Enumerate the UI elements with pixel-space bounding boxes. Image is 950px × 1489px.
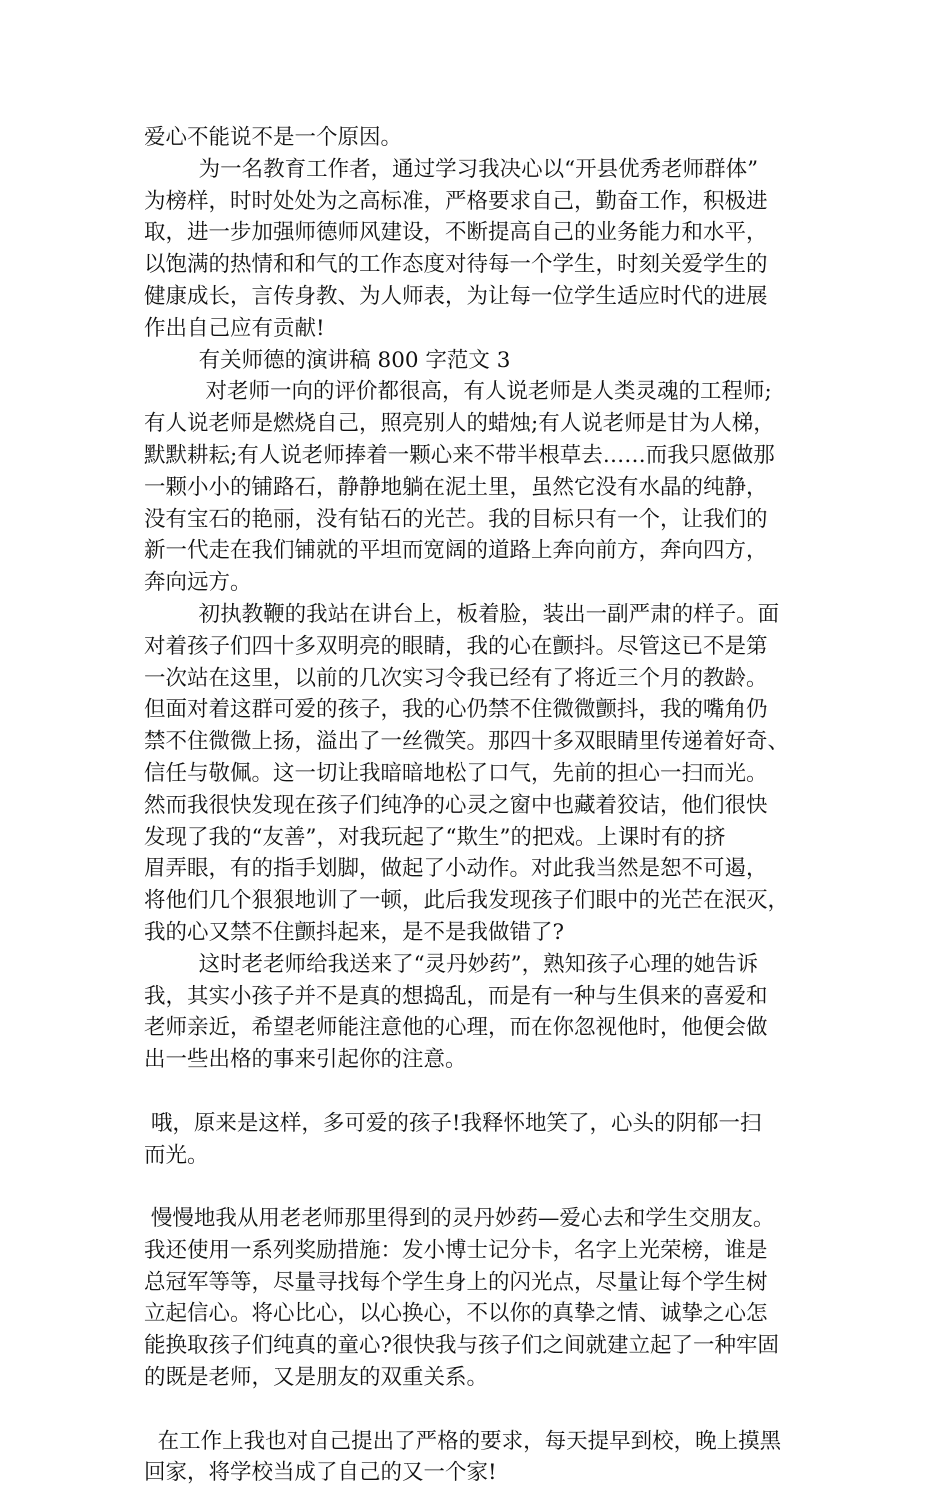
- text-line: 一次站在这里，以前的几次实习令我已经有了将近三个月的教龄。: [144, 665, 768, 691]
- text-line: 总冠军等等，尽量寻找每个学生身上的闪光点，尽量让每个学生树: [144, 1269, 768, 1295]
- text-line: 对老师一向的评价都很高，有人说老师是人类灵魂的工程师;: [144, 379, 772, 405]
- text-line: 回家，将学校当成了自己的又一个家!: [144, 1460, 497, 1486]
- text-line: 奔向远方。: [144, 570, 252, 596]
- text-line: 能换取孩子们纯真的童心?很快我与孩子们之间就建立起了一种牢固: [144, 1333, 780, 1359]
- text-line: 老师亲近，希望老师能注意他的心理，而在你忽视他时，他便会做: [144, 1015, 768, 1041]
- text-line: 健康成长，言传身教、为人师表，为让每一位学生适应时代的进展: [144, 283, 768, 309]
- blank-line: [144, 1394, 816, 1426]
- text-line: 我，其实小孩子并不是真的想捣乱，而是有一种与生俱来的喜爱和: [144, 983, 768, 1009]
- text-line: 将他们几个狠狠地训了一顿，此后我发现孩子们眼中的光芒在泯灭，: [144, 888, 790, 914]
- text-line: 但面对着这群可爱的孩子，我的心仍禁不住微微颤抖，我的嘴角仍: [144, 697, 768, 723]
- text-line: 取，进一步加强师德师风建设，不断提高自己的业务能力和水平，: [144, 220, 768, 246]
- text-line: 哦，原来是这样，多可爱的孩子!我释怀地笑了，心头的阴郁一扫: [144, 1110, 762, 1136]
- text-line: 没有宝石的艳丽，没有钻石的光芒。我的目标只有一个，让我们的: [144, 506, 768, 532]
- text-line: 有关师德的演讲稿 800 字范文 3: [144, 347, 511, 373]
- text-line: 眉弄眼，有的指手划脚，做起了小动作。对此我当然是恕不可遏，: [144, 856, 768, 882]
- text-line: 以饱满的热情和和气的工作态度对待每一个学生，时刻关爱学生的: [144, 252, 768, 278]
- text-line: 我还使用一系列奖励措施：发小博士记分卡，名字上光荣榜，谁是: [144, 1237, 768, 1263]
- text-line: 为一名教育工作者，通过学习我决心以“开县优秀老师群体”: [144, 156, 759, 182]
- text-line: 信任与敬佩。这一切让我暗暗地松了口气，先前的担心一扫而光。: [144, 760, 768, 786]
- text-line: 一颗小小的铺路石，静静地躺在泥土里，虽然它没有水晶的纯静，: [144, 474, 768, 500]
- text-line: 的既是老师，又是朋友的双重关系。: [144, 1365, 489, 1391]
- text-line: 为榜样，时时处处为之高标准，严格要求自己，勤奋工作，积极进: [144, 188, 768, 214]
- text-line: 我的心又禁不住颤抖起来，是不是我做错了?: [144, 919, 565, 945]
- text-line: 在工作上我也对自己提出了严格的要求，每天提早到校，晚上摸黑: [144, 1428, 782, 1454]
- text-line: 这时老老师给我送来了“灵丹妙药”，熟知孩子心理的她告诉: [144, 951, 759, 977]
- document-body: [144, 122, 816, 1489]
- text-line: 初执教鞭的我站在讲台上，板着脸，装出一副严肃的样子。面: [144, 601, 780, 627]
- text-line: 然而我很快发现在孩子们纯净的心灵之窗中也藏着狡诘，他们很快: [144, 792, 768, 818]
- text-line: 对着孩子们四十多双明亮的眼睛，我的心在颤抖。尽管这已不是第: [144, 633, 768, 659]
- text-line: 默默耕耘;有人说老师捧着一颗心来不带半根草去……而我只愿做那: [144, 442, 775, 468]
- text-line: 新一代走在我们铺就的平坦而宽阔的道路上奔向前方，奔向四方，: [144, 538, 768, 564]
- text-line: 爱心不能说不是一个原因。: [144, 125, 403, 150]
- text-line: 出一些出格的事来引起你的注意。: [144, 1047, 467, 1073]
- text-line: 发现了我的“友善”，对我玩起了“欺生”的把戏。上课时有的挤: [144, 824, 726, 850]
- blank-line: [144, 1171, 816, 1203]
- blank-line: [144, 1076, 816, 1108]
- text-line: 立起信心。将心比心，以心换心，不以你的真挚之情、诚挚之心怎: [144, 1301, 768, 1327]
- text-line: 禁不住微微上扬，溢出了一丝微笑。那四十多双眼睛里传递着好奇、: [144, 729, 790, 755]
- text-line: 作出自己应有贡献!: [144, 315, 325, 341]
- text-line: 有人说老师是燃烧自己，照亮别人的蜡烛;有人说老师是甘为人梯，: [144, 411, 775, 437]
- text-line: 而光。: [144, 1142, 209, 1168]
- text-line: 慢慢地我从用老老师那里得到的灵丹妙药—爱心去和学生交朋友。: [144, 1206, 775, 1232]
